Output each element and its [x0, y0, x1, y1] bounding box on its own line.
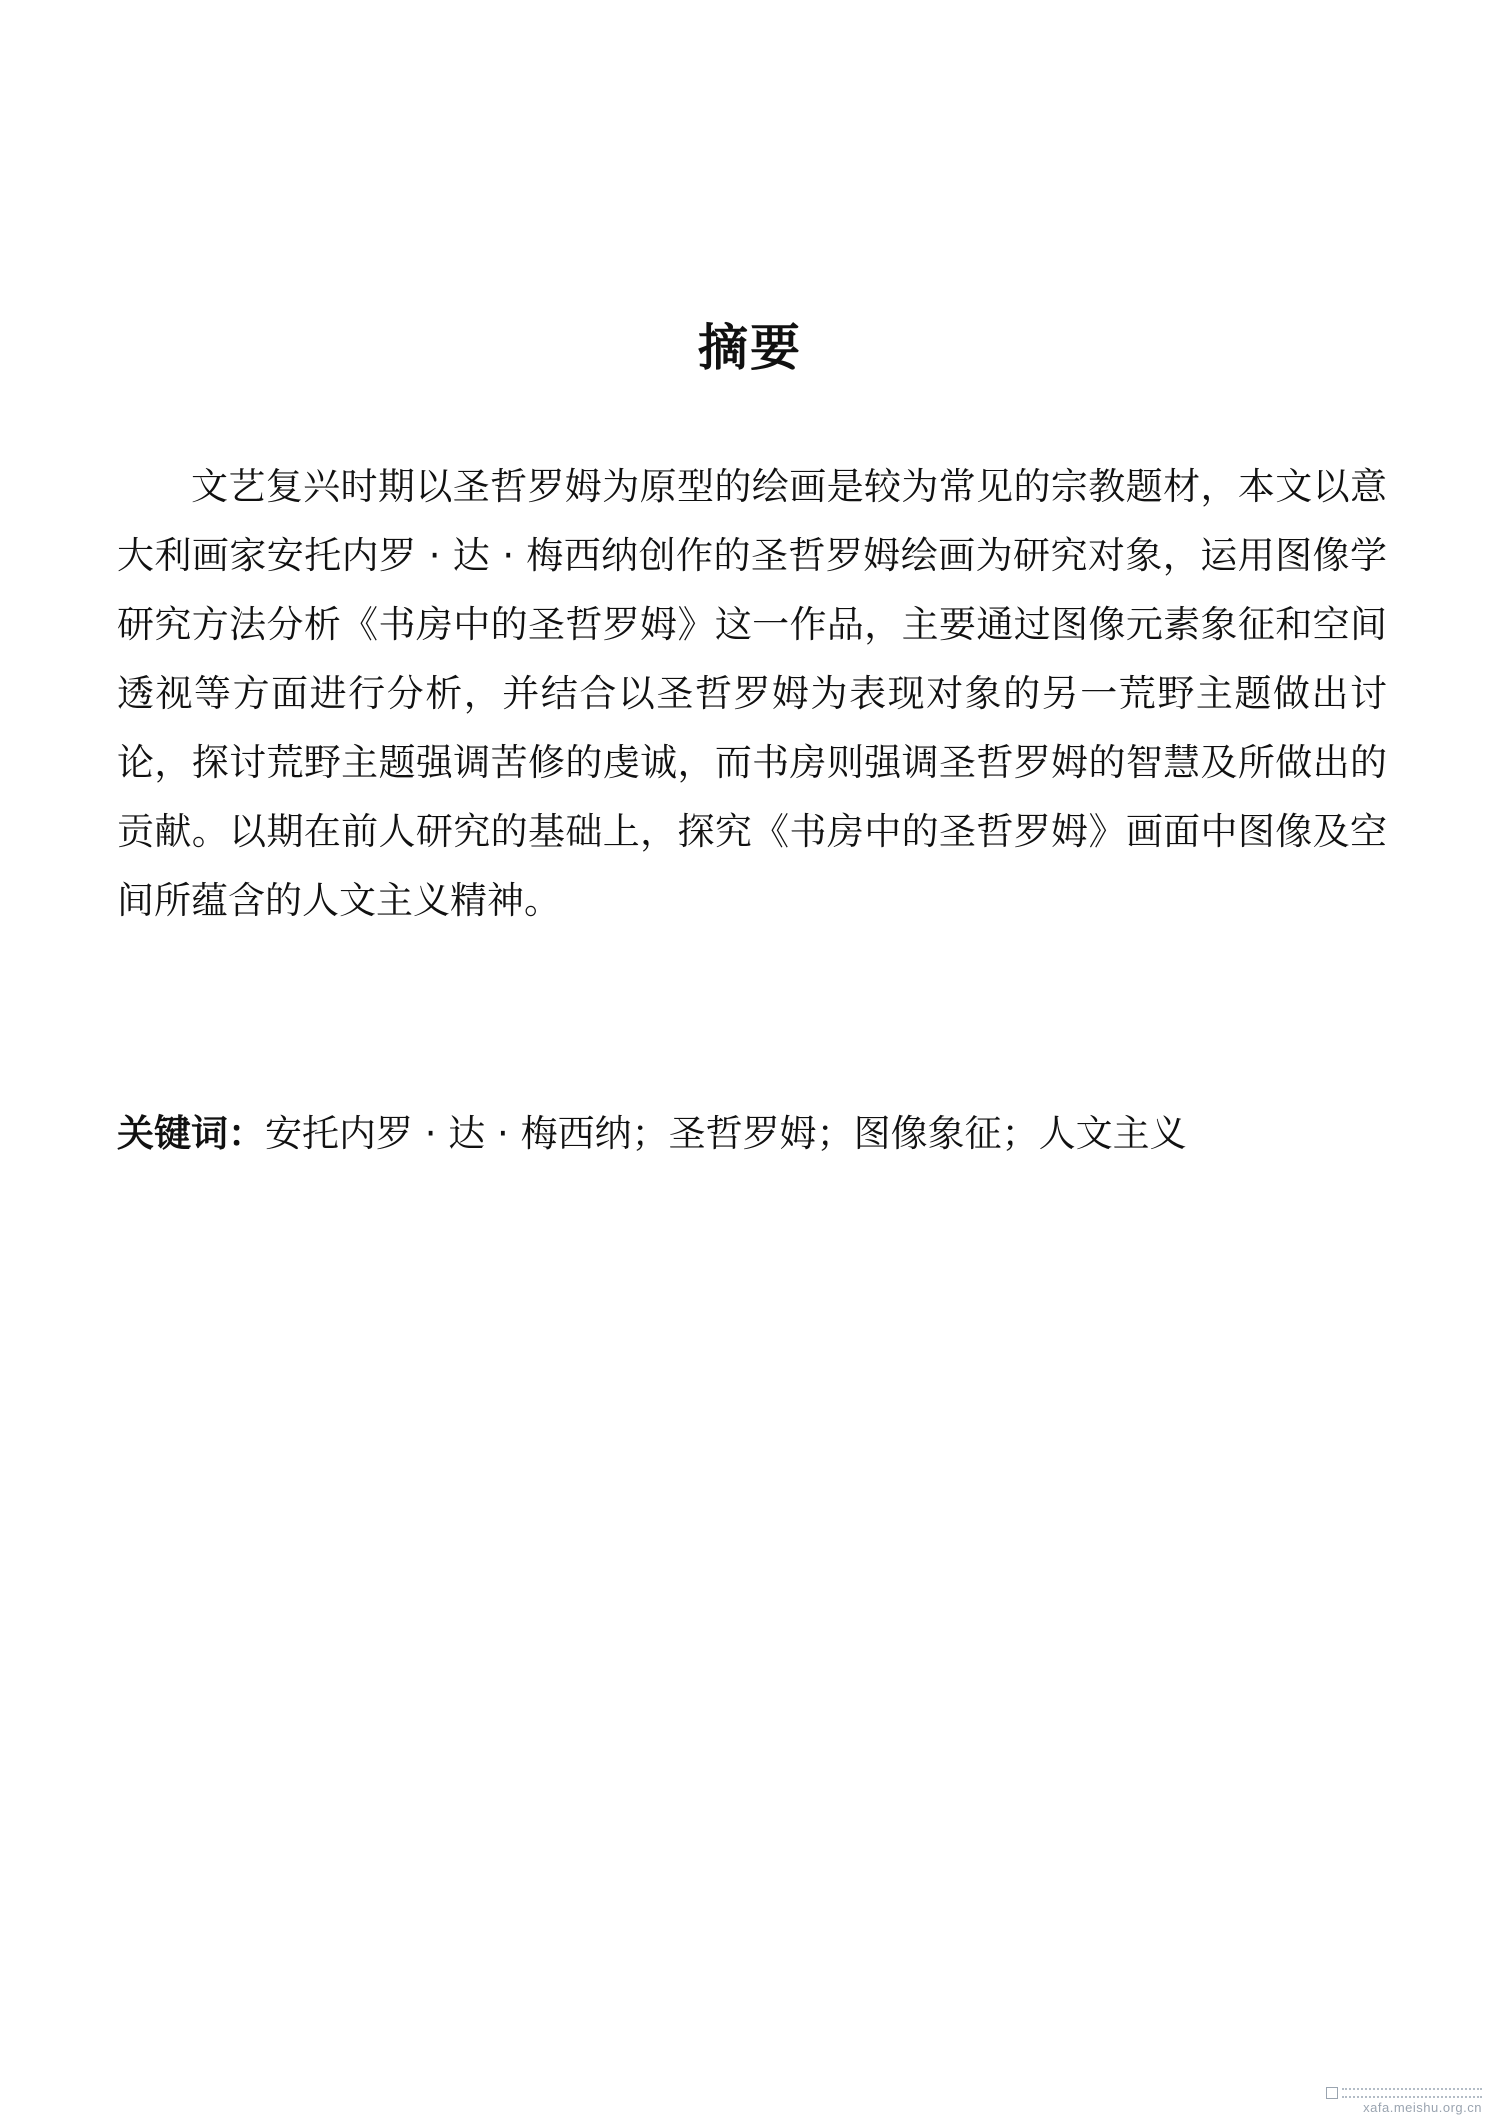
page-title: 摘要 — [698, 319, 802, 377]
keywords-label: 关键词： — [117, 1112, 265, 1155]
abstract-paragraph: 文艺复兴时期以圣哲罗姆为原型的绘画是较为常见的宗教题材，本文以意大利画家安托内罗 · 达 · 梅西纳创作的圣哲罗姆绘画为研究对象，运用图像学研究方法分析《书房中的圣哲罗姆》这一作品，主要通过图像元素象征和空间透视等方面进行分析，并结合以圣哲罗姆为表现对象的另一荒野主题做出讨论，探讨荒野主题强调苦修的虔诚，而书房则强调圣哲罗姆的智慧及所做出的贡献。以期在前人研究的基础上，探究《书房中的圣哲罗姆》画面中图像及空间所蕴含的人文主义精神。 — [117, 465, 1387, 922]
watermark-calligraphy-icon — [1342, 2088, 1482, 2098]
keywords-text: 安托内罗 · 达 · 梅西纳；圣哲罗姆；图像象征；人文主义 — [265, 1112, 1187, 1155]
site-watermark — [1312, 2086, 1482, 2115]
keywords-line — [117, 1104, 1387, 1164]
watermark-url: xafa.meishu.org.cn — [1363, 2100, 1482, 2115]
watermark-logo-row — [1312, 2086, 1482, 2100]
watermark-logo-icon — [1326, 2087, 1338, 2099]
